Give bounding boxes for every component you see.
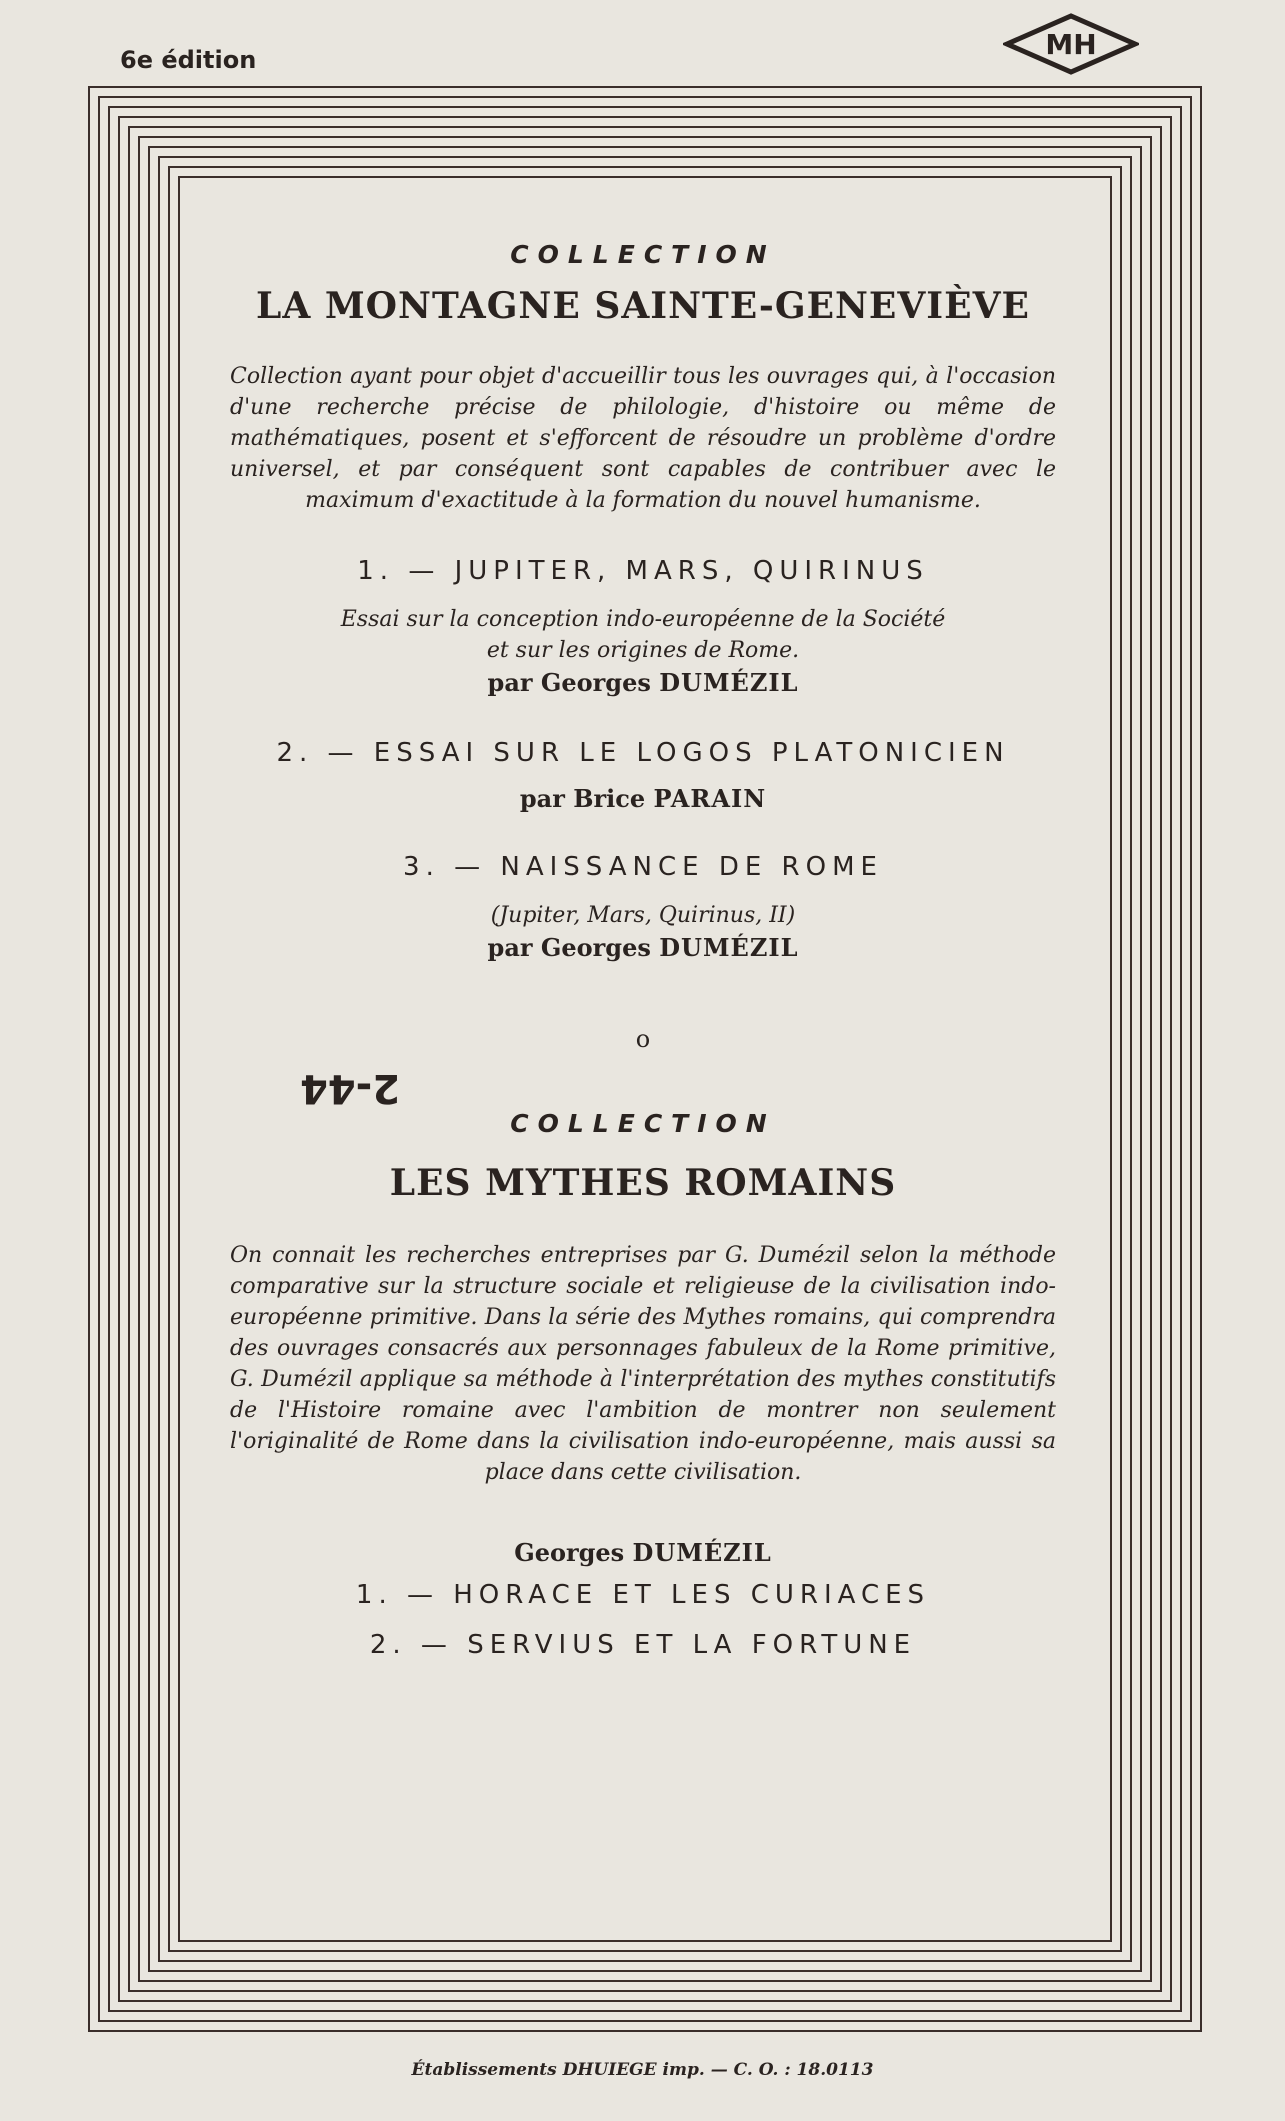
printer-footer: Établissements DHUIEGE imp. — C. O. : 18.0113	[411, 2060, 874, 2080]
collection1-item	[230, 738, 1056, 816]
logo-monogram: MH	[1045, 28, 1097, 61]
collection1-item	[230, 556, 1056, 700]
collection1-title: LA MONTAGNE SAINTE-GENEVIÈVE	[256, 285, 1030, 327]
publisher-logo	[1003, 12, 1139, 76]
item-subtitle: (Jupiter, Mars, Quirinus, II)	[490, 903, 796, 928]
collection2-author: Georges DUMÉZIL	[514, 1538, 772, 1567]
collection2-item-title: 1. — HORACE ET LES CURIACES	[355, 1580, 931, 1610]
collection1-kicker: COLLECTION	[510, 240, 776, 269]
collection1-item	[230, 852, 1056, 965]
item-author: par Georges DUMÉZIL	[487, 668, 799, 697]
collection2-item-title: 2. — SERVIUS ET LA FORTUNE	[369, 1630, 917, 1660]
collection2-description: On connait les recherches entreprises par G. Dumézil selon la méthode comparative sur la structure sociale et religieuse de la civilisation indo-européenne primitive. Dans la série des Mythes romains, qui comprendra des ouvrages consacrés aux personnages fabuleux de la Rome primitive, G. Dumézil applique sa méthode à l'interprétation des mythes constitutifs de l'Histoire romaine avec l'ambition de montrer non seulement l'originalité de Rome dans la civilisation indo-européenne, mais aussi sa place dans cette civilisation.	[230, 1243, 1056, 1485]
item-subtitle: et sur les origines de Rome.	[486, 638, 800, 663]
item-author: par Georges DUMÉZIL	[487, 933, 799, 962]
collection2-kicker: COLLECTION	[510, 1109, 776, 1138]
collection1-description: Collection ayant pour objet d'accueillir tous les ouvrages qui, à l'occasion d'une recherche précise de philologie, d'histoire ou même de mathématiques, posent et s'efforcent de résoudre un problème d'ordre universel, et par conséquent sont capables de contribuer avec le maximum d'exactitude à la formation du nouvel humanisme.	[230, 364, 1056, 513]
collection2-title: LES MYTHES ROMAINS	[389, 1162, 897, 1204]
page-content	[230, 240, 1056, 1660]
item-title: 1. — JUPITER, MARS, QUIRINUS	[357, 556, 929, 586]
item-title: 3. — NAISSANCE DE ROME	[403, 852, 883, 882]
item-title: 2. — ESSAI SUR LE LOGOS PLATONICIEN	[276, 738, 1010, 768]
separator-circle: o	[635, 1025, 651, 1053]
item-subtitle: Essai sur la conception indo-européenne de la Société	[340, 607, 946, 632]
edition-label: 6e édition	[120, 46, 257, 74]
item-author: par Brice PARAIN	[519, 784, 767, 813]
handwritten-annotation: 2-44	[300, 1065, 401, 1111]
